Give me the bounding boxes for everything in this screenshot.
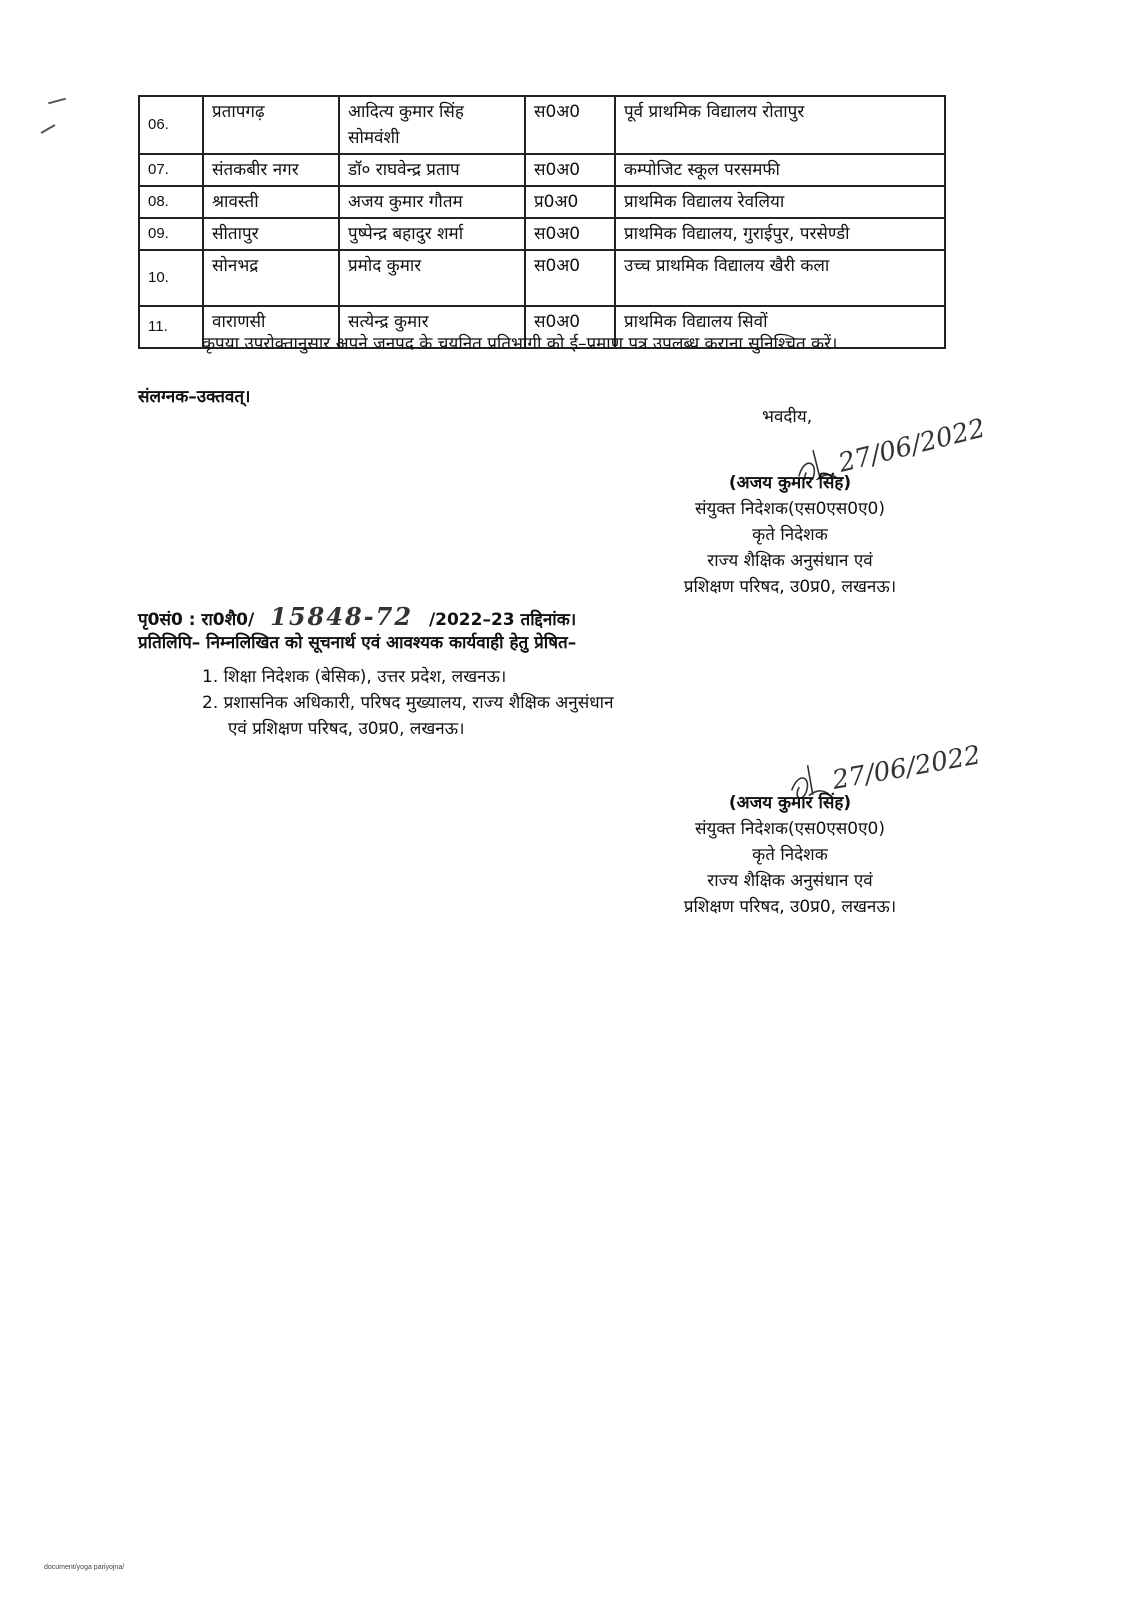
district-cell: सीतापुर: [203, 218, 339, 250]
designation-cell: स0अ0: [525, 154, 615, 186]
district-cell: प्रतापगढ़: [203, 96, 339, 154]
table-row: [139, 154, 945, 186]
serial-number: 07.: [139, 154, 203, 186]
name-cell: आदित्य कुमार सिंह सोमवंशी: [339, 96, 525, 154]
reference-line: [138, 604, 576, 633]
copy-item: 2. प्रशासनिक अधिकारी, परिषद मुख्यालय, राज्य शैक्षिक अनुसंधान: [202, 693, 614, 713]
serial-number: 06.: [139, 96, 203, 154]
designation-cell: प्र0अ0: [525, 186, 615, 218]
scan-mark: [48, 98, 66, 105]
svg-text:27/06/2022: 27/06/2022: [830, 740, 983, 796]
reference-number: 15848-72: [270, 602, 414, 631]
copy-item-continued: एवं प्रशिक्षण परिषद, उ0प्र0, लखनऊ।: [228, 719, 465, 739]
organisation-line: प्रशिक्षण परिषद, उ0प्र0, लखनऊ।: [683, 897, 897, 917]
table-row: [139, 218, 945, 250]
district-cell: श्रावस्ती: [203, 186, 339, 218]
signature-block: [640, 470, 940, 600]
signature-block: [640, 790, 940, 920]
signatory-designation: संयुक्त निदेशक(एस0एस0ए0): [695, 499, 885, 519]
serial-number: 11.: [139, 306, 203, 348]
closing-text: भवदीय,: [762, 407, 813, 427]
table-row: [139, 186, 945, 218]
serial-number: 09.: [139, 218, 203, 250]
school-cell: पूर्व प्राथमिक विद्यालय रोतापुर: [615, 96, 945, 154]
name-cell: पुष्पेन्द्र बहादुर शर्मा: [339, 218, 525, 250]
table-row: [139, 96, 945, 154]
copy-item: 1. शिक्षा निदेशक (बेसिक), उत्तर प्रदेश, लखनऊ।: [202, 667, 507, 687]
participant-table: [138, 95, 946, 349]
district-cell: संतकबीर नगर: [203, 154, 339, 186]
copy-heading: प्रतिलिपि– निम्नलिखित को सूचनार्थ एवं आवश्यक कार्यवाही हेतु प्रेषित–: [138, 633, 577, 653]
organisation-line: राज्य शैक्षिक अनुसंधान एवं: [707, 551, 873, 571]
district-cell: वाराणसी: [203, 306, 339, 348]
footer-path: document/yoga pariyojna/: [44, 1564, 125, 1571]
organisation-line: प्रशिक्षण परिषद, उ0प्र0, लखनऊ।: [683, 577, 897, 597]
school-cell: प्राथमिक विद्यालय रेवलिया: [615, 186, 945, 218]
district-cell: सोनभद्र: [203, 250, 339, 306]
school-cell: प्राथमिक विद्यालय, गुराईपुर, परसेण्डी: [615, 218, 945, 250]
designation-cell: स0अ0: [525, 218, 615, 250]
name-cell: सत्येन्द्र कुमार: [339, 306, 525, 348]
table-row: [139, 250, 945, 306]
signatory-name: (अजय कुमार सिंह): [728, 793, 852, 813]
school-cell: प्राथमिक विद्यालय सिवों: [615, 306, 945, 348]
svg-text:27/06/2022: 27/06/2022: [835, 413, 989, 479]
designation-cell: स0अ0: [525, 96, 615, 154]
serial-number: 10.: [139, 250, 203, 306]
organisation-line: राज्य शैक्षिक अनुसंधान एवं: [707, 871, 873, 891]
enclosure-line: संलग्नक–उक्तवत्।: [138, 387, 251, 407]
signatory-name: (अजय कुमार सिंह): [728, 473, 852, 493]
designation-cell: स0अ0: [525, 250, 615, 306]
reference-suffix: /2022–23 तद्दिनांक।: [428, 610, 577, 630]
reference-prefix: पृ0सं0 : रा0शै0/: [138, 610, 255, 630]
request-paragraph: कृपया उपरोक्तानुसार अपने जनपद के चयनित प्रतिभागी को ई–प्रमाण पत्र उपलब्ध कराना सुनिश्चित करें।: [202, 334, 838, 354]
scan-mark: [41, 124, 56, 134]
signatory-designation: संयुक्त निदेशक(एस0एस0ए0): [695, 819, 885, 839]
school-cell: उच्च प्राथमिक विद्यालय खैरी कला: [615, 250, 945, 306]
on-behalf-line: कृते निदेशक: [752, 845, 828, 865]
name-cell: अजय कुमार गौतम: [339, 186, 525, 218]
name-cell: डॉ० राघवेन्द्र प्रताप: [339, 154, 525, 186]
serial-number: 08.: [139, 186, 203, 218]
name-cell: प्रमोद कुमार: [339, 250, 525, 306]
designation-cell: स0अ0: [525, 306, 615, 348]
school-cell: कम्पोजिट स्कूल परसमफी: [615, 154, 945, 186]
on-behalf-line: कृते निदेशक: [752, 525, 828, 545]
